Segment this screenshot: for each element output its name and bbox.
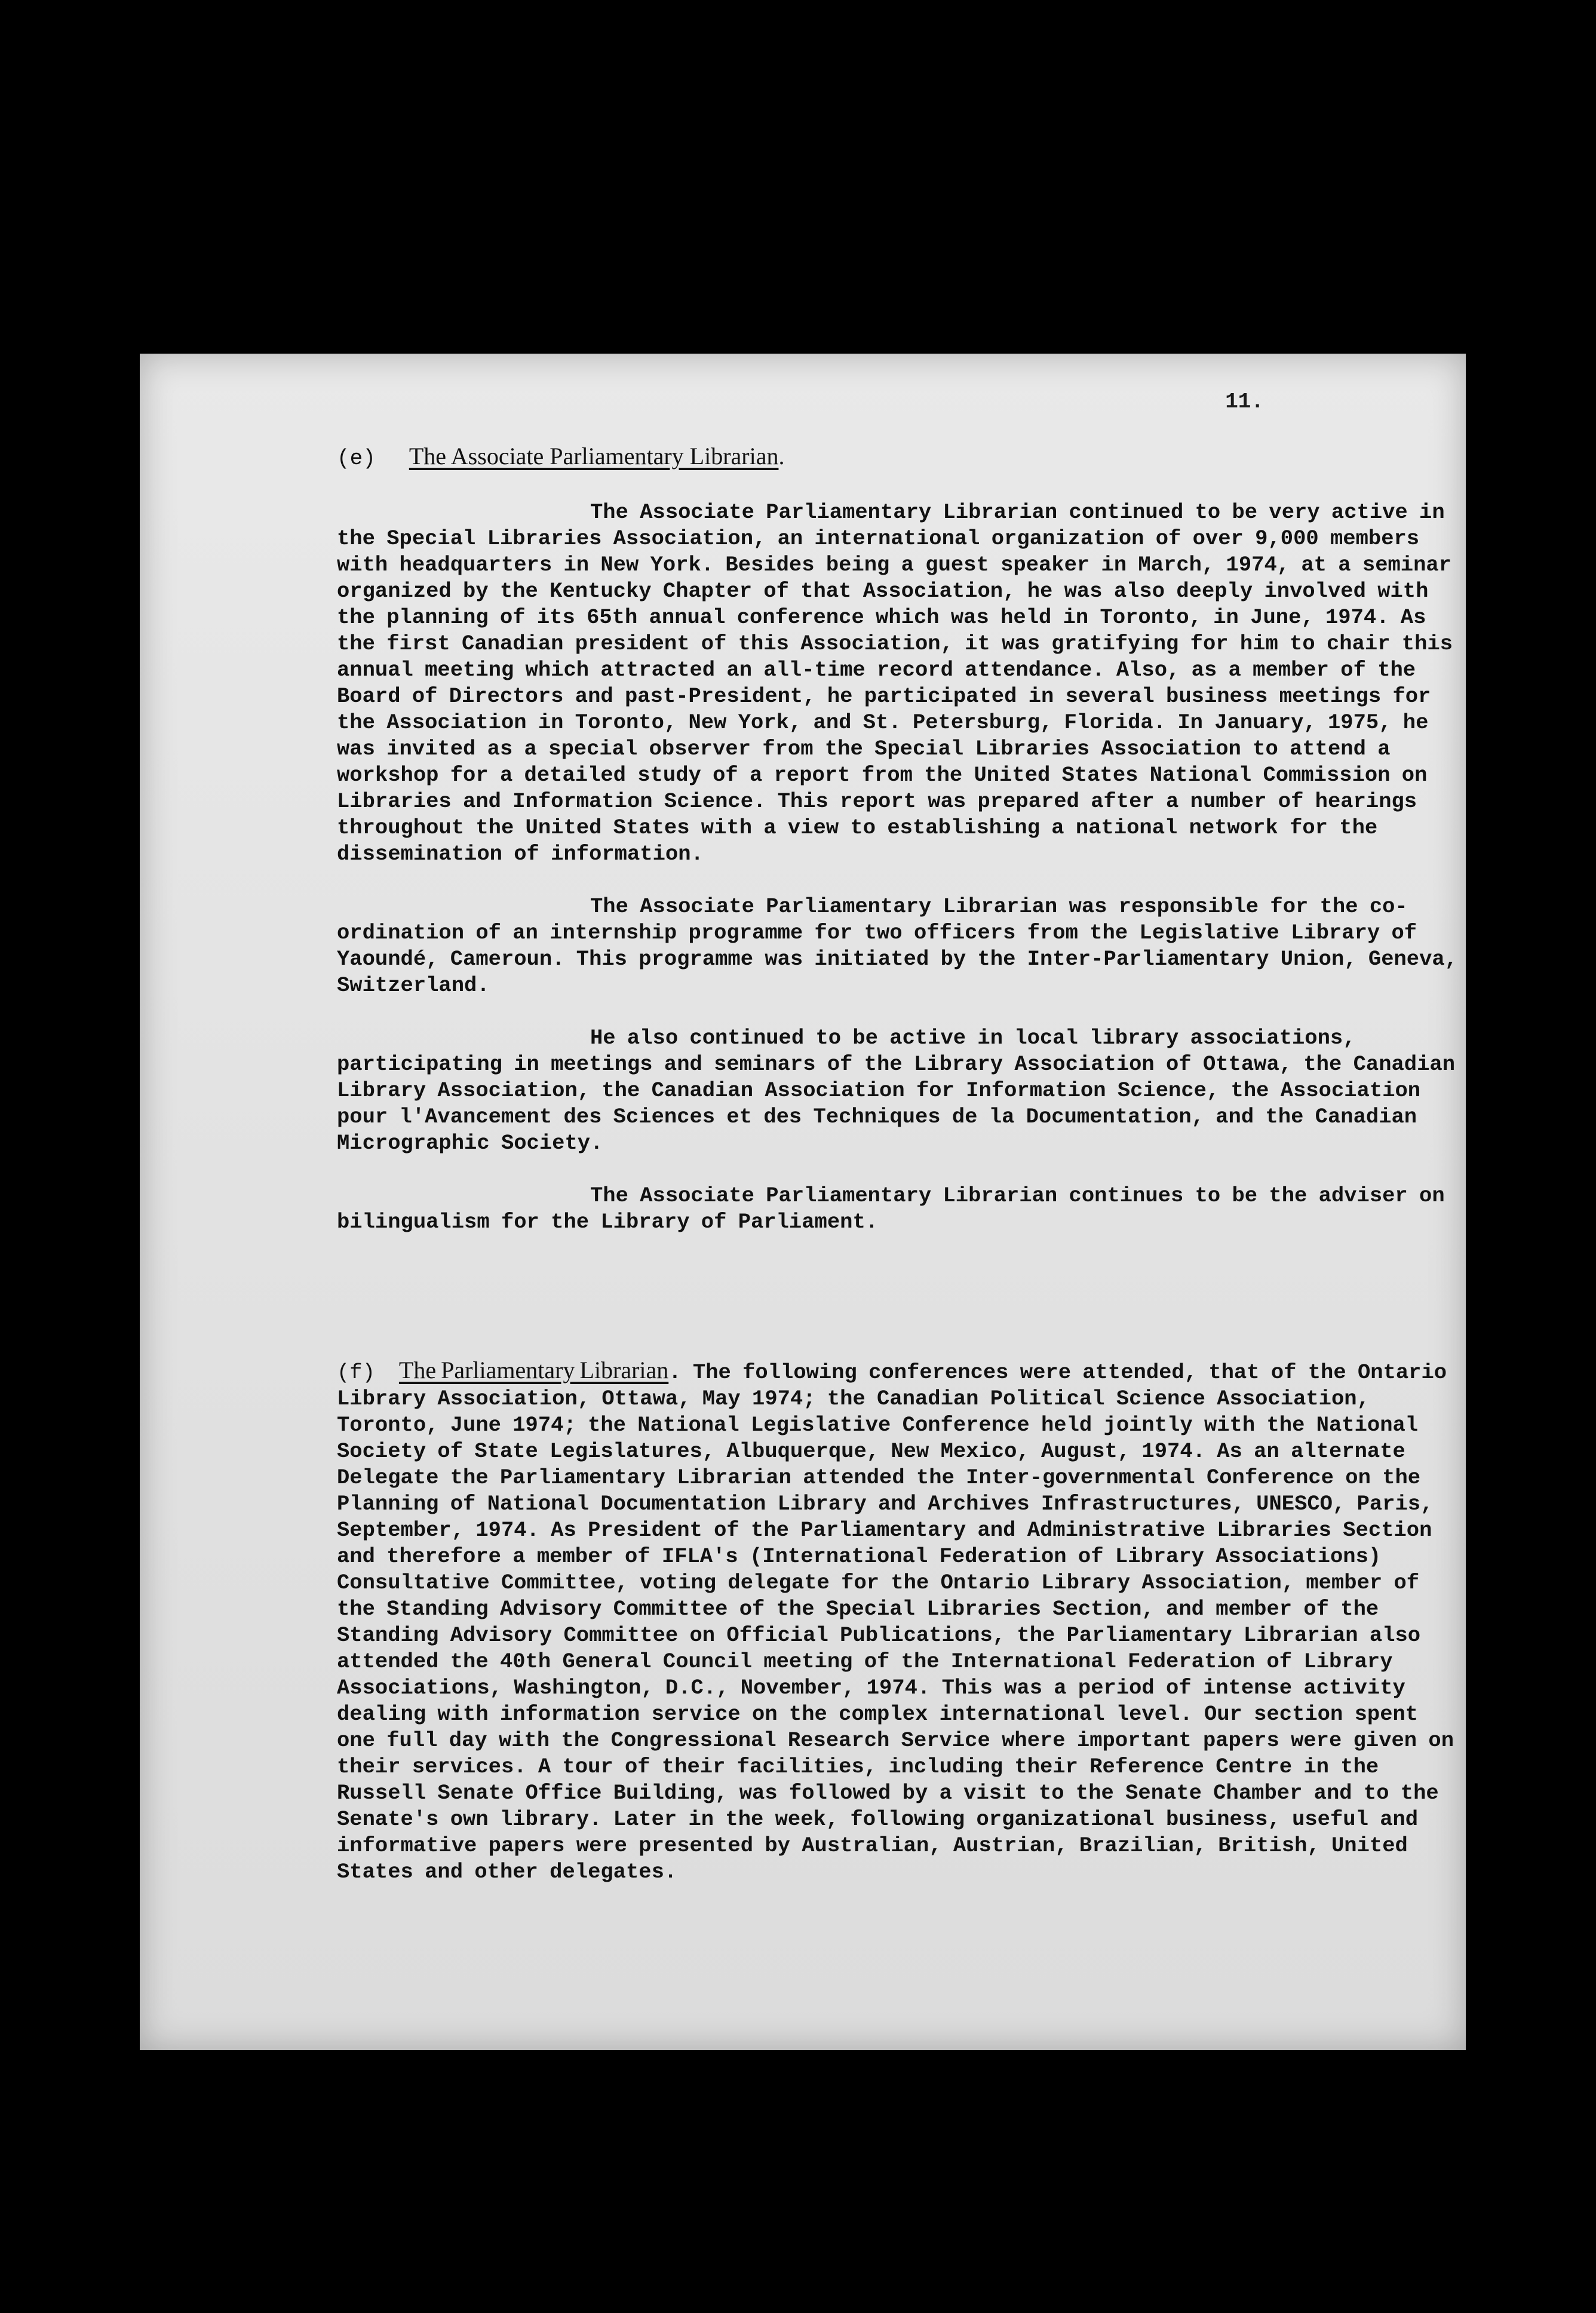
section-associate-librarian — [337, 443, 1460, 1262]
section-f-mark: (f) — [337, 1360, 375, 1385]
section-f-title: The Parliamentary Librarian — [398, 1357, 669, 1383]
section-parliamentary-librarian — [337, 1357, 1460, 1885]
section-e-paragraph-1: The Associate Parliamentary Librarian continued to be very active in the Special Libraries Association, an international organization of over 9,000 members with headquarters in New York. Besides being a guest speaker in March, 1974, at a seminar organized by the Kentucky Chapter of that Association, he was also deeply involved with the planning of its 65th annual conference which was held in Toronto, in June, 1974. As the first Canadian president of this Association, it was gratifying for him to chair this annual meeting which attracted an all-time record attendance. Also, as a member of the Board of Directors and past-President, he participated in several business meetings for the Association in Toronto, New York, and St. Petersburg, Florida. In January, 1975, he was invited as a special observer from the Special Libraries Association to attend a workshop for a detailed study of a report from the United States National Commission on Libraries and Information Science. This report was prepared after a number of hearings throughout the United States with a view to establishing a national network for the dissemination of information. — [337, 500, 1453, 866]
section-e-title: The Associate Parliamentary Librarian — [409, 443, 779, 470]
section-e-paragraph-4: The Associate Parliamentary Librarian continues to be the adviser on bilingualism for the Library of Parliament. — [337, 1183, 1445, 1234]
document-page — [140, 354, 1466, 2050]
section-e-title-period: . — [778, 443, 785, 470]
section-e-paragraph-2: The Associate Parliamentary Librarian was responsible for the co-ordination of an internship programme for two officers from the Legislative Library of Yaoundé, Cameroun. This programme was initiated by the Inter-Parliamentary Union, Geneva, Switzerland. — [337, 894, 1458, 998]
page-number: 11. — [1225, 389, 1264, 414]
section-e-paragraph-3: He also continued to be active in local library associations, participating in meetings and seminars of the Library Association of Ottawa, the Canadian Library Association, the Canadian Association for Information Science, the Association pour l'Avancement des Sciences et des Techniques de la Documentation, and the Canadian Micrographic Society. — [337, 1026, 1456, 1155]
section-f-body: . The following conferences were attended, that of the Ontario Library Association, Ottawa, May 1974; the Canadian Political Science Association, Toronto, June 1974; the National Legislative Conference held jointly with the National Society of State Legislatures, Albuquerque, New Mexico, August, 1974. As an alternate Delegate the Parliamentary Librarian attended the Inter-governmental Conference on the Planning of National Documentation Library and Archives Infrastructures, UNESCO, Paris, September, 1974. As President of the Parliamentary and Administrative Libraries Section and therefore a member of IFLA's (International Federation of Library Associations) Consultative Committee, voting delegate for the Ontario Library Association, member of the Standing Advisory Committee of the Special Libraries Section, and member of the Standing Advisory Committee on Official Publications, the Parliamentary Librarian also attended the 40th General Council meeting of the International Federation of Library Associations, Washington, D.C., November, 1974. This was a period of intense activity dealing with information service on the complex international level. Our section spent one full day with the Congressional Research Service where important papers were given on their services. A tour of their facilities, including their Reference Centre in the Russell Senate Office Building, was followed by a visit to the Senate Chamber and to the Senate's own library. Later in the week, following organizational business, useful and informative papers were presented by Australian, Austrian, Brazilian, British, United States and other delegates. — [337, 1360, 1454, 1884]
section-e-heading — [337, 443, 1460, 472]
section-e-mark: (e) — [337, 446, 376, 471]
section-f-paragraph — [337, 1357, 1460, 1885]
